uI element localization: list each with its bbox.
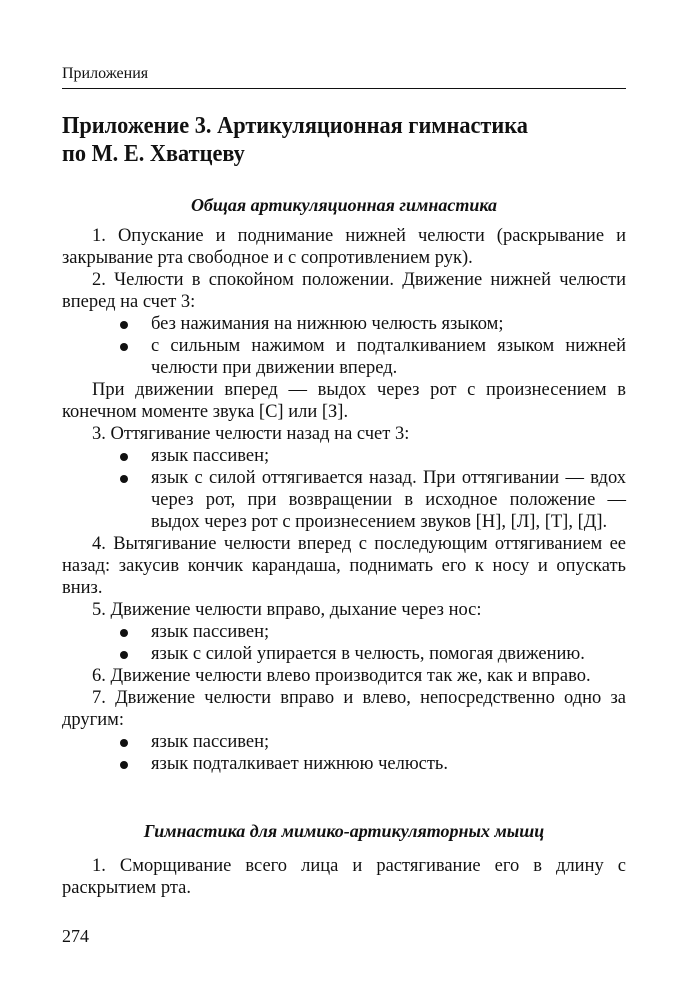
page-title-line-1: Приложение 3. Артикуляционная гимнастика bbox=[62, 113, 528, 139]
page-title bbox=[62, 112, 587, 168]
bullet-icon bbox=[120, 321, 128, 329]
bullet-list-3 bbox=[62, 445, 626, 533]
section-heading-mimic: Гимнастика для мимико-артикуляторных мышц bbox=[143, 821, 545, 841]
paragraph-6: 6. Движение челюсти влево производится так же, как и вправо. bbox=[92, 666, 591, 686]
running-head: Приложения bbox=[62, 65, 149, 82]
paragraph-1: 1. Опускание и поднимание нижней челюсти (раскрывание и закрывание рта свободное и с сопротивлением рук). bbox=[62, 226, 626, 268]
list-item bbox=[62, 621, 626, 643]
document-page bbox=[62, 0, 626, 1000]
paragraph-2-note: При движении вперед — выдох через рот с произнесением в конечном моменте звука [С] или [З]. bbox=[62, 380, 626, 422]
bullet-list-2 bbox=[62, 313, 626, 379]
list-item-text: язык пассивен; bbox=[151, 446, 270, 466]
list-item bbox=[62, 731, 626, 753]
section-mimic-body bbox=[62, 855, 626, 899]
list-item bbox=[62, 643, 626, 665]
header-rule bbox=[62, 88, 626, 89]
paragraph-3: 3. Оттягивание челюсти назад на счет 3: bbox=[92, 424, 410, 444]
page-number: 274 bbox=[62, 926, 89, 946]
list-item bbox=[62, 445, 626, 467]
paragraph-2: 2. Челюсти в спокойном положении. Движение нижней челюсти вперед на счет 3: bbox=[62, 270, 626, 312]
paragraph-7: 7. Движение челюсти вправо и влево, непосредственно одно за другим: bbox=[62, 688, 626, 730]
list-item-text: язык пассивен; bbox=[151, 732, 270, 752]
bullet-icon bbox=[120, 761, 128, 769]
list-item-text: язык с силой упирается в челюсть, помогая движению. bbox=[151, 644, 585, 664]
bullet-icon bbox=[120, 629, 128, 637]
list-item bbox=[62, 335, 626, 379]
bullet-icon bbox=[120, 453, 128, 461]
paragraph-5: 5. Движение челюсти вправо, дыхание через нос: bbox=[92, 600, 482, 620]
list-item-text: язык пассивен; bbox=[151, 622, 270, 642]
list-item bbox=[62, 313, 626, 335]
bullet-icon bbox=[120, 739, 128, 747]
list-item-text: язык с силой оттягивается назад. При оттягивании — вдох через рот, при возвращении в исходное положение — выдох через рот с произнесением звуков [Н], [Л], [Т], [Д]. bbox=[151, 468, 626, 532]
list-item bbox=[62, 753, 626, 775]
bullet-icon bbox=[120, 475, 128, 483]
paragraph-4: 4. Вытягивание челюсти вперед с последующим оттягиванием ее назад: закусив кончик карандаша, поднимать его к носу и опускать вниз. bbox=[62, 534, 626, 598]
list-item bbox=[62, 467, 626, 533]
page-title-line-2: по М. Е. Хватцеву bbox=[62, 141, 245, 167]
section-general-body bbox=[62, 225, 626, 775]
bullet-icon bbox=[120, 651, 128, 659]
paragraph-mimic-1: 1. Сморщивание всего лица и растягивание его в длину с раскрытием рта. bbox=[62, 856, 626, 898]
list-item-text: с сильным нажимом и подталкиванием языком нижней челюсти при движении вперед. bbox=[151, 336, 626, 378]
list-item-text: язык подталкивает нижнюю челюсть. bbox=[151, 754, 448, 774]
bullet-icon bbox=[120, 343, 128, 351]
list-item-text: без нажимания на нижнюю челюсть языком; bbox=[151, 314, 504, 334]
bullet-list-5 bbox=[62, 621, 626, 665]
bullet-list-7 bbox=[62, 731, 626, 775]
section-heading-general: Общая артикуляционная гимнастика bbox=[190, 195, 498, 215]
